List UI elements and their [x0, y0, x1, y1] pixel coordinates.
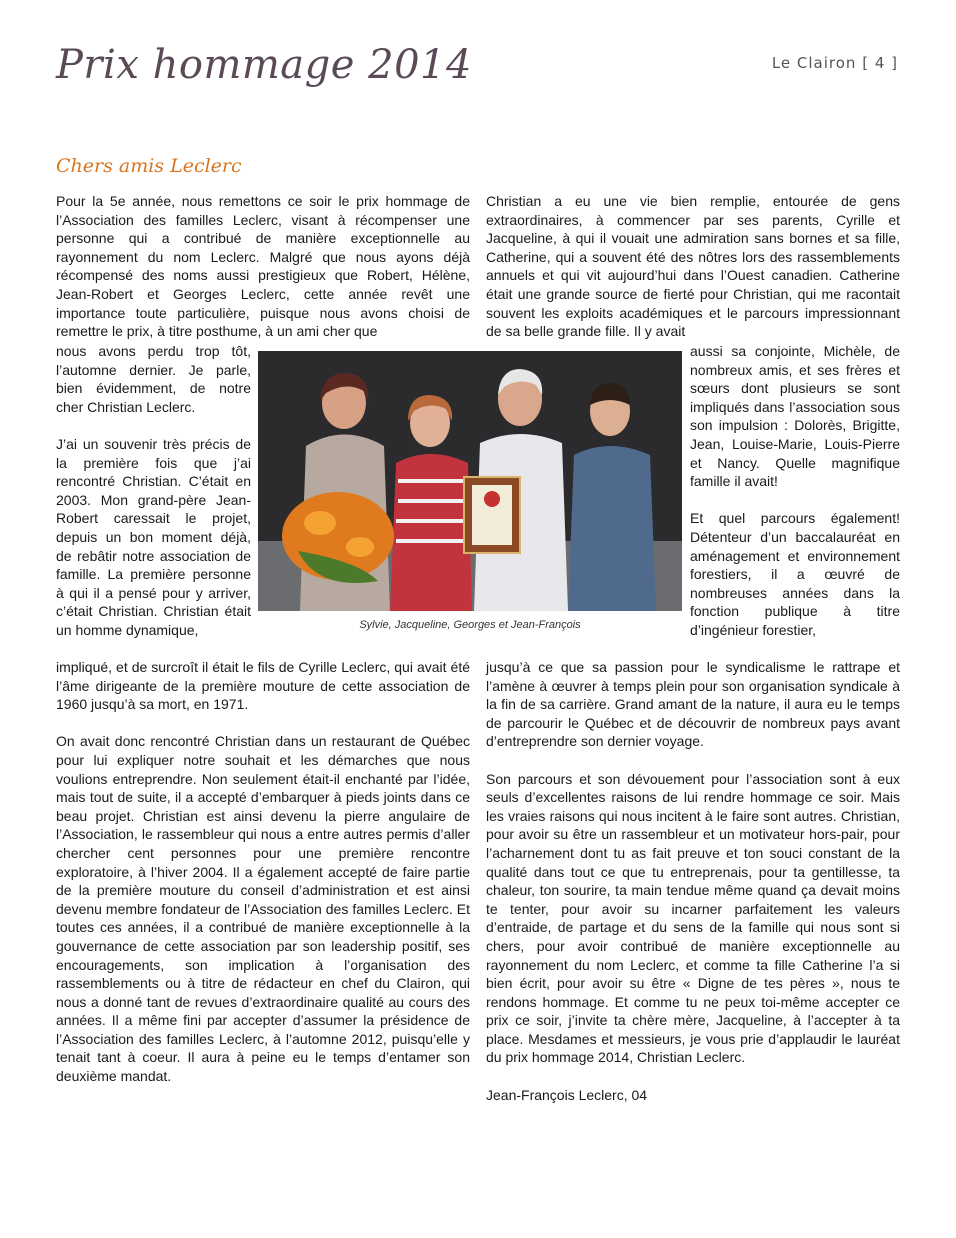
right-wrap-column — [690, 342, 900, 640]
page-title: Prix hommage 2014 — [56, 42, 472, 88]
person-2-body — [390, 454, 472, 611]
text: Christian a eu une vie bien remplie, entourée de gens extraordinaires, à commencer par ses parents, Cyrille et Jacqueline, à qui il vouait une admiration sans bornes et sa fille, Catherine, qui a souvent été des nôtres lors des rassemblements annuels et qui vit aujourd’hui dans l’Ouest canadien. Catherine était une grande source de fierté pour Christian, qui me racontait souvent les exploits académiques et le parcours impressionnant de sa belle grande fille. Il y avait — [486, 193, 900, 340]
paragraph-gap — [486, 751, 900, 770]
paragraph-gap — [56, 416, 251, 435]
right-paragraph-1-wrap: aussi sa conjointe, Michèle, de nombreux amis, et ses frères et sœurs dont plusieurs se sont impliqués dans l’association sous son impulsion : Dolorès, Brigitte, Jean, Louise-Marie, Louis-Pierre et Nancy. Quelle magnifique famille il avait! — [690, 343, 900, 490]
left-wrap-column — [56, 342, 251, 640]
left-paragraph-1-wrap: nous avons perdu trop tôt, l’automne dernier. Je parle, bien évidemment, de notre cher Christian Leclerc. — [56, 343, 251, 415]
paragraph-gap — [486, 1067, 900, 1086]
award-photo-illustration — [258, 351, 682, 611]
right-paragraph-2-bottom: jusqu’à ce que sa passion pour le syndicalisme le rattrape et l’amène à œuvrer à temps plein pour son organisation syndicale à la fin de sa carrière. Grand amant de la nature, il aura eu le temps de parcourir le Québec et de découvrir de nombreux pays avant d’entreprendre son dernier voyage. — [486, 659, 900, 750]
text: Pour la 5e année, nous remettons ce soir le prix hommage de l’Association des familles Leclerc, visant à récompenser une personne qui a contribué de manière exceptionnelle au rayonnement du nom Leclerc. Malgré que nous ayons déjà récompensé des noms aussi prestigieux que Robert, Hélène, Jean-Robert et Georges Leclerc, cette année revêt une importance toute particulière, puisque nous avons choisi de remettre le prix, à titre posthume, à un ami cher que — [56, 193, 470, 340]
plaque-seal — [484, 491, 500, 507]
publication-page-label: Le Clairon [ 4 ] — [771, 54, 898, 72]
paragraph-gap — [690, 491, 900, 510]
paragraph-gap — [56, 714, 470, 733]
right-bottom-column — [486, 658, 900, 1104]
left-paragraph-3: On avait donc rencontré Christian dans un restaurant de Québec pour lui expliquer notre souhait et les démarches que nous voulions entreprendre. Non seulement était-il enchanté par l’idée, mais tout de suite, il a accepté d’embarquer à pieds joints dans ce beau projet. Christian est ainsi devenu la pierre angulaire de l’Association, le rassembleur qui nous a entre autres permis d’aller chercher cent personnes pour une première rencontre exploratoire, à l’hiver 2004. Il a également accepté de faire partie de la première mouture du conseil d’administration et est ainsi devenu membre fondateur de l’Association des familles Leclerc. Et toutes ces années, il a contribué de manière exceptionnelle à la gouvernance de cette association par son leadership positif, ses encouragements, son implication à l’organisation des rassemblements ou à titre de rédacteur en chef du Clairon, qui nous a donné tant de revues d’extraordinaire qualité au cours des années. Il a même fini par accepter d’assumer la présidence de l’Association des familles Leclerc, à l’automne 2012, puisqu’elle y tenait tant à coeur. Il aura à peine eu le temps d’entamer son deuxième mandat. — [56, 733, 470, 1085]
photo-caption: Sylvie, Jacqueline, Georges et Jean-François — [359, 619, 581, 631]
left-bottom-column — [56, 658, 470, 1086]
signature: Jean-François Leclerc, 04 — [486, 1086, 648, 1103]
right-paragraph-3: Son parcours et son dévouement pour l’association sont à eux seuls d’excellentes raisons de lui rendre hommage ce soir. Mais les vraies raisons qui nous incitent à le faire sont autres. Christian, pour avoir su être un rassembleur et un motivateur hors-pair, pour l’acharnement dont tu as fait preuve et ton souci constant de la qualité dans tout ce que tu entreprenais, pour ta gentillesse, ta chaleur, ton sourire, ta main tendue même quand ça devait moins te tenter, pour avoir su incarner parfaitement les valeurs d’entraide, de partage et du sens de la famille qui nous sont si chers, pour avoir contribué de manière exceptionnelle au rayonnement du nom Leclerc, et comme ta fille Catherine l’a si bien écrit, pour avoir su être « Digne de tes pères », nous te rendons hommage. Et comme tu ne peux toi-même accepter ce prix ce soir, j’invite ta chère mère, Jacqueline, à l’accepter à ta place. Mesdames et messieurs, je vous prie d’applaudir le lauréat du prix hommage 2014, Christian Leclerc. — [486, 770, 900, 1066]
right-paragraph-2-wrap: Et quel parcours également! Détenteur d’un baccalauréat en aménagement et environnement forestiers, il a œuvré de nombreuses années dans la fonction publique à titre d’ingénieur forestier, — [690, 510, 900, 638]
flower-highlight-2 — [346, 537, 374, 557]
award-photo — [258, 351, 682, 611]
flower-highlight-1 — [304, 511, 336, 535]
section-title: Chers amis Leclerc — [56, 155, 242, 177]
left-paragraph-2-wrap: J’ai un souvenir très précis de la première fois que j’ai rencontré Christian. C’était en 2003. Mon grand-père Jean-Robert caressait le projet, depuis un bon moment déjà, de rebâtir notre association de famille. La première personne à qui il a pensé pour y arriver, c’était Christian. Christian était un homme dynamique, — [56, 435, 251, 638]
person-4-body — [568, 446, 656, 611]
left-paragraph-1-top — [56, 192, 470, 341]
right-paragraph-1-top — [486, 192, 900, 341]
left-paragraph-2-bottom: impliqué, et de surcroît il était le fils de Cyrille Leclerc, qui avait été l’âme dirigeante de la première mouture de cette association de 1960 jusqu’à sa mort, en 1971. — [56, 659, 470, 713]
